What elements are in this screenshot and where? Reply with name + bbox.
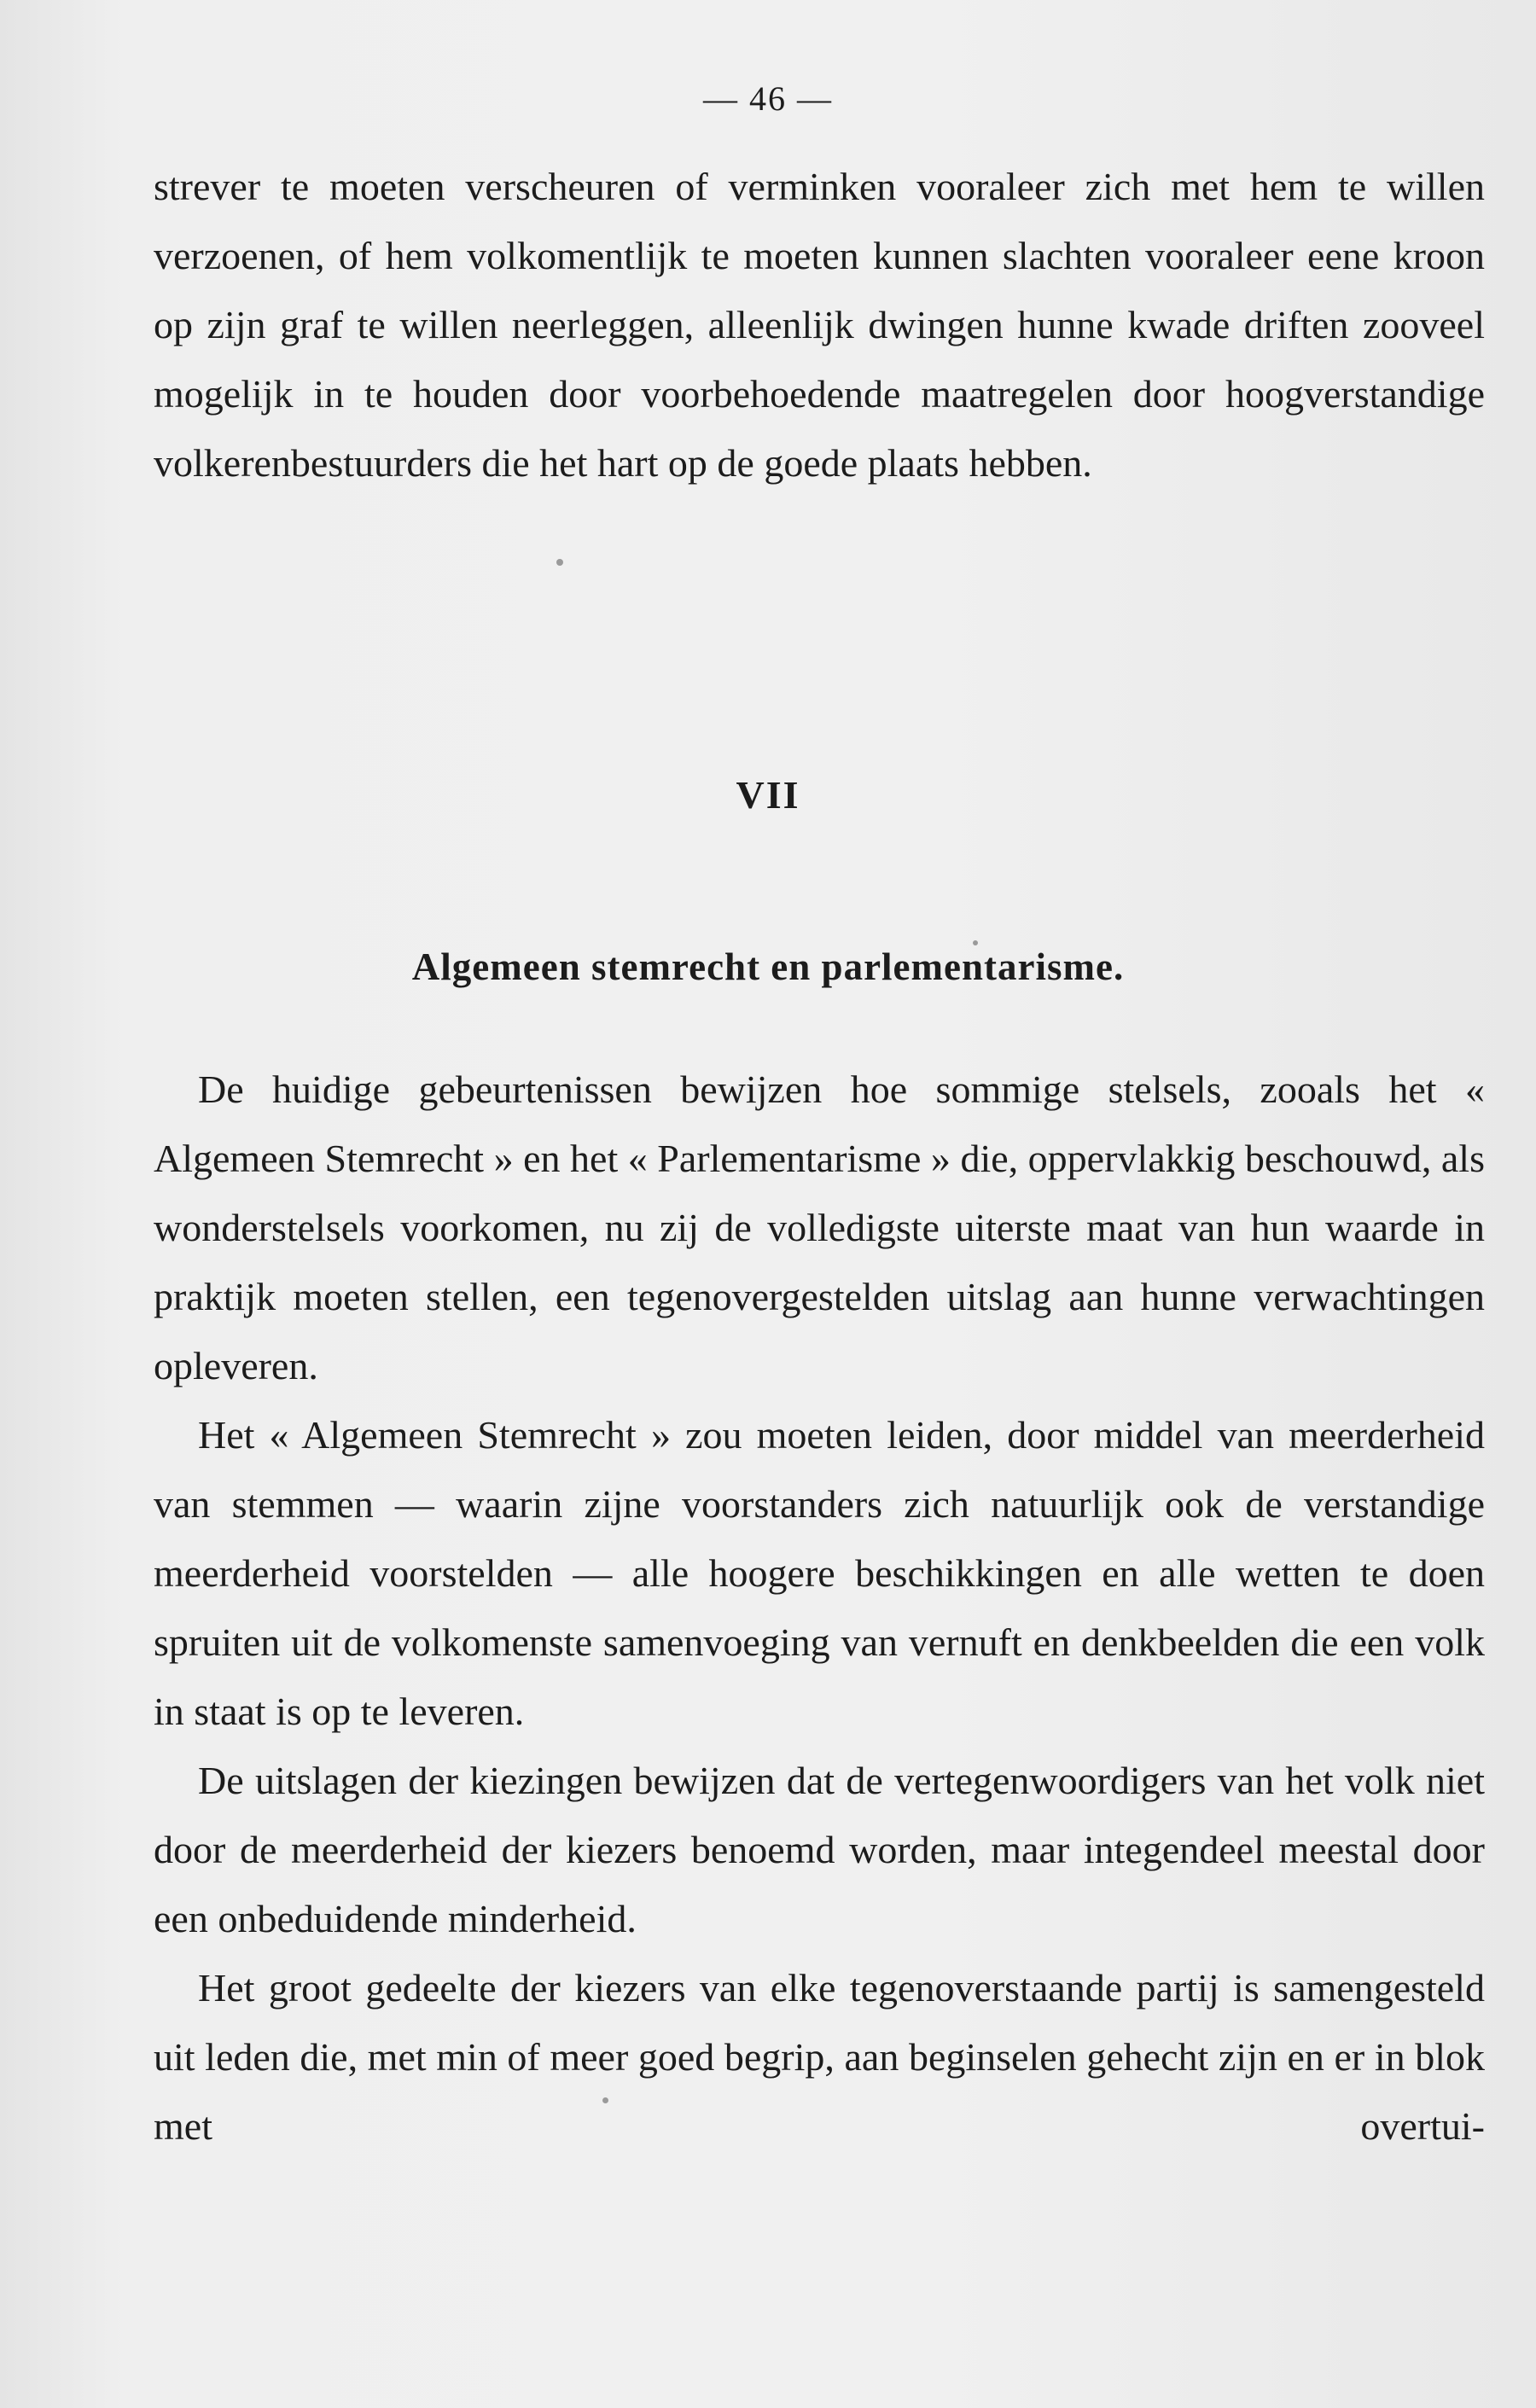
print-speck <box>556 559 563 566</box>
intro-text-block <box>154 152 1485 497</box>
chapter-title: Algemeen stemrecht en parlementarisme. <box>411 945 1125 988</box>
body-paragraph-3: De uitslagen der kiezingen bewijzen dat de vertegenwoordigers van het volk niet door de meerderheid der kiezers benoemd worden, maar integendeel meestal door een onbeduidende minderheid. <box>154 1759 1485 1940</box>
intro-paragraph: strever te moeten verscheuren of verminken vooraleer zich met hem te willen verzoenen, of hem volkomentlijk te moeten kunnen slachten vooraleer eene kroon op zijn graf te willen neerleggen, alleenlijk dwingen hunne kwade driften zooveel mogelijk in te houden door voorbehoedende maatregelen door hoogverstandige volkerenbestuurders die het hart op de goede plaats hebben. <box>154 165 1485 485</box>
print-speck <box>973 940 978 945</box>
print-speck <box>602 2097 608 2103</box>
chapter-number: VII <box>736 773 800 817</box>
page-number: — 46 — <box>703 79 833 118</box>
chapter-body <box>154 1055 1485 2161</box>
body-paragraph-1: De huidige gebeurtenissen bewijzen hoe sommige stelsels, zooals het « Algemeen Stemrecht » en het « Parlementarisme » die, oppervlakkig beschouwd, als wonderstelsels voorkomen, nu zij de volledigste uiterste maat van hun waarde in praktijk moeten stellen, een tegenovergestelden uitslag aan hunne verwachtingen opleveren. <box>154 1067 1485 1387</box>
body-paragraph-4: Het groot gedeelte der kiezers van elke tegenoverstaande partij is samengesteld uit leden die, met min of meer goed begrip, aan beginselen gehecht zijn en er in blok met overtui- <box>154 1966 1485 2148</box>
body-paragraph-2: Het « Algemeen Stemrecht » zou moeten leiden, door middel van meerderheid van stemmen — waarin zijne voorstanders zich natuurlijk ook de verstandige meerderheid voorstelden — alle hoogere beschikkingen en alle wetten te doen spruiten uit de volkomenste samenvoeging van vernuft en denkbeelden die een volk in staat is op te leveren. <box>154 1413 1485 1733</box>
